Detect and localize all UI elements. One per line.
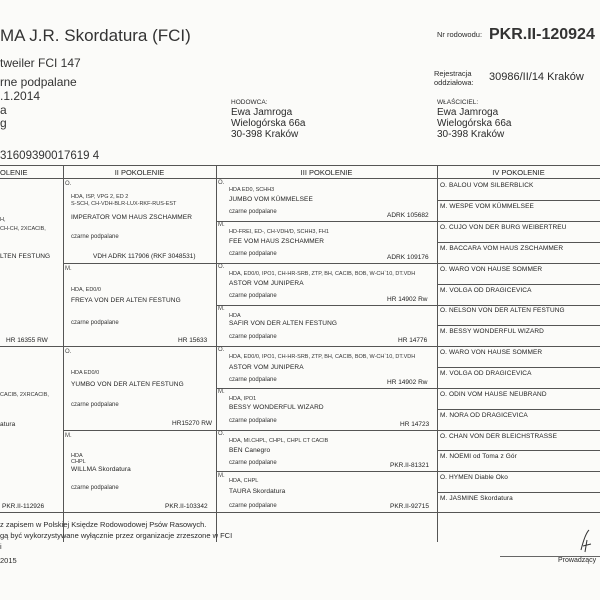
titles: HDA, ED0/0, IPO1, CH-HR-SRB, ZTP, BH, CACIB, BOB, W-CH`10, DT.VDH — [229, 271, 416, 277]
sex-label: O. — [440, 266, 448, 273]
sex-label: M. — [65, 266, 72, 272]
gen4-row — [440, 391, 547, 398]
sex-label: M. — [440, 453, 448, 460]
sex-label: M. — [218, 222, 225, 228]
dog-name: WILLMA Skordatura — [71, 466, 131, 473]
pedigree-number-label: Nr rodowodu: — [437, 30, 483, 39]
dog-name: BALOU VOM SILBERBLICK — [448, 182, 534, 189]
breeder-street: Wielogórska 66a — [231, 118, 306, 129]
dog-name: CUJO VON DER BURG WEIBERTREU — [448, 224, 567, 231]
gen4-row — [440, 412, 528, 419]
coat-color: czarne podpalane — [229, 377, 277, 383]
gen4-row — [440, 245, 563, 252]
dog-name: BESSY WONDERFUL WIZARD — [229, 404, 324, 411]
dog-name: BESSY WONDERFUL WIZARD — [449, 328, 544, 335]
titles: HDA, ED0/0, IPO1, CH-HR-SRB, ZTP, BH, CACIB, BOB, W-CH`10, DT.VDH — [229, 354, 416, 360]
sex-label: O. — [218, 347, 225, 353]
titles: HDA, ISP, VPG 2, ED 2 — [71, 194, 129, 200]
breeder-city: 30-398 Kraków — [231, 129, 299, 140]
sex-label: M. — [218, 306, 225, 312]
sex-label: O. — [440, 391, 448, 398]
signature-label: Prowadzący — [558, 557, 597, 564]
titles: HD-FREI, ED-, CH-VDH/D, SCHH3, FH1 — [229, 229, 329, 235]
footer-line-3: i — [0, 542, 2, 551]
footer-year: 2015 — [0, 556, 17, 565]
sex-label: M. — [65, 433, 72, 439]
sex-label: O. — [218, 264, 225, 270]
registration-label-2: oddziałowa: — [434, 78, 474, 87]
sex-label: M. — [440, 203, 448, 210]
dog-name: VOLGA OD DRAGICEVICA — [449, 370, 532, 377]
dog-name: CHAN VON DER BLEICHSTRASSE — [448, 433, 558, 440]
gen4-row — [440, 182, 533, 189]
footer-line-1: z zapisem w Polskiej Księdze Rodowodowej Psów Rasowych. — [0, 520, 207, 529]
breed: tweiler FCI 147 — [0, 56, 81, 70]
sex-label: O. — [218, 180, 225, 186]
coat-color: czarne podpalane — [229, 334, 277, 340]
dog-name: BACCARA VOM HAUS ZSCHAMMER — [449, 245, 564, 252]
sex-label: M. — [440, 370, 448, 377]
sex-label: M. — [440, 412, 448, 419]
gen4-row — [440, 266, 542, 273]
gen4-row — [440, 370, 532, 377]
breeder-label: HODOWCA: — [231, 99, 268, 106]
dog-name: ASTOR VOM JUNIPERA — [229, 280, 304, 287]
registration: HR15270 RW — [172, 420, 212, 427]
sex-label: M. — [440, 245, 448, 252]
registration: PKR.II-92715 — [390, 503, 430, 510]
gen1-bottom-reg: PKR.II-112926 — [2, 503, 45, 510]
dog-name: WARO VON HAUSE SOMMER — [448, 266, 543, 273]
coat-color: czarne podpalane — [229, 293, 277, 299]
gen4-row — [440, 495, 513, 502]
breeder-name: Ewa Jamroga — [231, 107, 293, 118]
coat-color: rne podpalane — [0, 75, 77, 89]
coat-color: czarne podpalane — [71, 320, 119, 326]
owner-label: WŁAŚCICIEL: — [437, 99, 479, 106]
dog-name: ASTOR VOM JUNIPERA — [229, 364, 304, 371]
sex-label: O. — [65, 349, 72, 355]
footer-line-2: gą być wykorzystywane wyłącznie przez organizacje zrzeszone w FCI — [0, 531, 233, 540]
titles: HDA ED0, SCHH3 — [229, 187, 275, 193]
pedigree-number: PKR.II-120924 — [489, 26, 595, 43]
registration-label-1: Rejestracja — [434, 69, 472, 78]
sex-label: O. — [440, 433, 448, 440]
sex-label: M. — [440, 287, 448, 294]
registration: HR 15633 — [178, 337, 208, 344]
gen2-header: II POKOLENIE — [114, 168, 165, 177]
gen1-header: OLENIE — [0, 168, 28, 177]
registration: ADRK 105682 — [387, 212, 429, 219]
fragment-a: a — [0, 103, 7, 117]
dog-name: VOLGA OD DRAGICEVICA — [449, 287, 532, 294]
signature-icon — [578, 528, 594, 556]
registration: PKR.II-103342 — [165, 503, 208, 510]
dog-name: JASMINE Skordatura — [449, 495, 513, 502]
titles: HDA, IPO1 — [229, 396, 257, 402]
coat-color: czarne podpalane — [71, 402, 119, 408]
gen4-row — [440, 287, 532, 294]
registration-number: 30986/II/14 Kraków — [489, 71, 584, 83]
gen4-row — [440, 328, 544, 335]
sex-label: O. — [440, 474, 448, 481]
gen4-header: IV POKOLENIE — [492, 168, 545, 177]
titles: HDA, MI.CHPL, CHPL, CHPL CT CACIB — [229, 438, 329, 444]
registration: PKR.II-81321 — [390, 462, 430, 469]
sex-label: M. — [440, 328, 448, 335]
registration: HR 14723 — [400, 421, 430, 428]
titles: S-SCH, CH-VDH-BLR-LUX-RKF-RUS-EST — [71, 201, 177, 207]
titles: CHPL — [71, 459, 86, 465]
birth-date: .1.2014 — [0, 89, 41, 103]
titles: HDA — [229, 313, 241, 319]
gen1-top-reg: HR 16355 RW — [6, 337, 48, 344]
gen3-header: III POKOLENIE — [300, 168, 353, 177]
owner-name: Ewa Jamroga — [437, 107, 499, 118]
sex-label: O. — [440, 182, 448, 189]
sex-label: M. — [440, 495, 448, 502]
coat-color: czarne podpalane — [229, 503, 277, 509]
sex-label: M. — [218, 389, 225, 395]
registration: HR 14902 Rw — [387, 296, 428, 303]
coat-color: czarne podpalane — [229, 251, 277, 257]
coat-color: czarne podpalane — [229, 418, 277, 424]
registration: ADRK 109176 — [387, 254, 429, 261]
gen4-row — [440, 433, 557, 440]
dog-name: BEN Canegro — [229, 447, 271, 454]
sex-label: O. — [218, 431, 225, 437]
dog-name: NORA OD DRAGICEVICA — [449, 412, 528, 419]
fragment-b: g — [0, 116, 7, 130]
gen4-row — [440, 474, 508, 481]
sex-label: O. — [440, 349, 448, 356]
coat-color: czarne podpalane — [71, 485, 119, 491]
coat-color: czarne podpalane — [71, 234, 119, 240]
sex-label: O. — [440, 224, 448, 231]
sex-label: O. — [65, 181, 72, 187]
registration: HR 14776 — [398, 337, 428, 344]
dog-name: IMPERATOR VOM HAUS ZSCHAMMER — [71, 214, 193, 221]
coat-color: czarne podpalane — [229, 460, 277, 466]
titles: HDA ED0/0 — [71, 370, 100, 376]
document-title: MA J.R. Skordatura (FCI) — [0, 26, 191, 45]
registration: VDH ADRK 117906 (RKF 3048531) — [93, 253, 196, 260]
gen1-bottom-name: atura — [0, 421, 16, 428]
gen1-top-titles-1: H, — [0, 217, 6, 223]
owner-city: 30-398 Kraków — [437, 129, 505, 140]
chip-number: 31609390017619 4 — [0, 150, 100, 162]
dog-name: NELSON VON DER ALTEN FESTUNG — [448, 307, 565, 314]
gen1-top-titles-2: CH-CH, 2XCACIB, — [0, 226, 46, 232]
sex-label: M. — [218, 473, 225, 479]
dog-name: WESPE VOM KÜMMELSEE — [449, 203, 534, 210]
gen4-row — [440, 224, 567, 231]
titles: HDA, CHPL — [229, 478, 259, 484]
coat-color: czarne podpalane — [229, 209, 277, 215]
sex-label: O. — [440, 307, 448, 314]
owner-street: Wielogórska 66a — [437, 118, 512, 129]
gen1-bottom-titles: CACIB, 2XRCACIB, — [0, 392, 49, 398]
gen4-row — [440, 203, 534, 210]
dog-name: FREYA VON DER ALTEN FESTUNG — [71, 297, 181, 304]
dog-name: YUMBO VON DER ALTEN FESTUNG — [71, 381, 184, 388]
dog-name: NOEMI od Toma z Gór — [449, 453, 517, 460]
dog-name: WARO VON HAUSE SOMMER — [448, 349, 543, 356]
gen4-row — [440, 307, 565, 314]
dog-name: ODIN VOM HAUSE NEUBRAND — [448, 391, 547, 398]
dog-name: JUMBO VOM KÜMMELSEE — [229, 196, 313, 203]
dog-name: TAURA Skordatura — [229, 488, 286, 495]
titles: HDA — [71, 453, 83, 459]
gen4-row — [440, 453, 517, 460]
dog-name: FEE VOM HAUS ZSCHAMMER — [229, 238, 325, 245]
dog-name: HYMEN Diable Oko — [448, 474, 509, 481]
titles: HDA, ED0/0 — [71, 287, 101, 293]
dog-name: SAFIR VON DER ALTEN FESTUNG — [229, 320, 338, 327]
gen4-row — [440, 349, 542, 356]
gen1-top-name: LTEN FESTUNG — [0, 253, 51, 260]
registration: HR 14902 Rw — [387, 379, 428, 386]
